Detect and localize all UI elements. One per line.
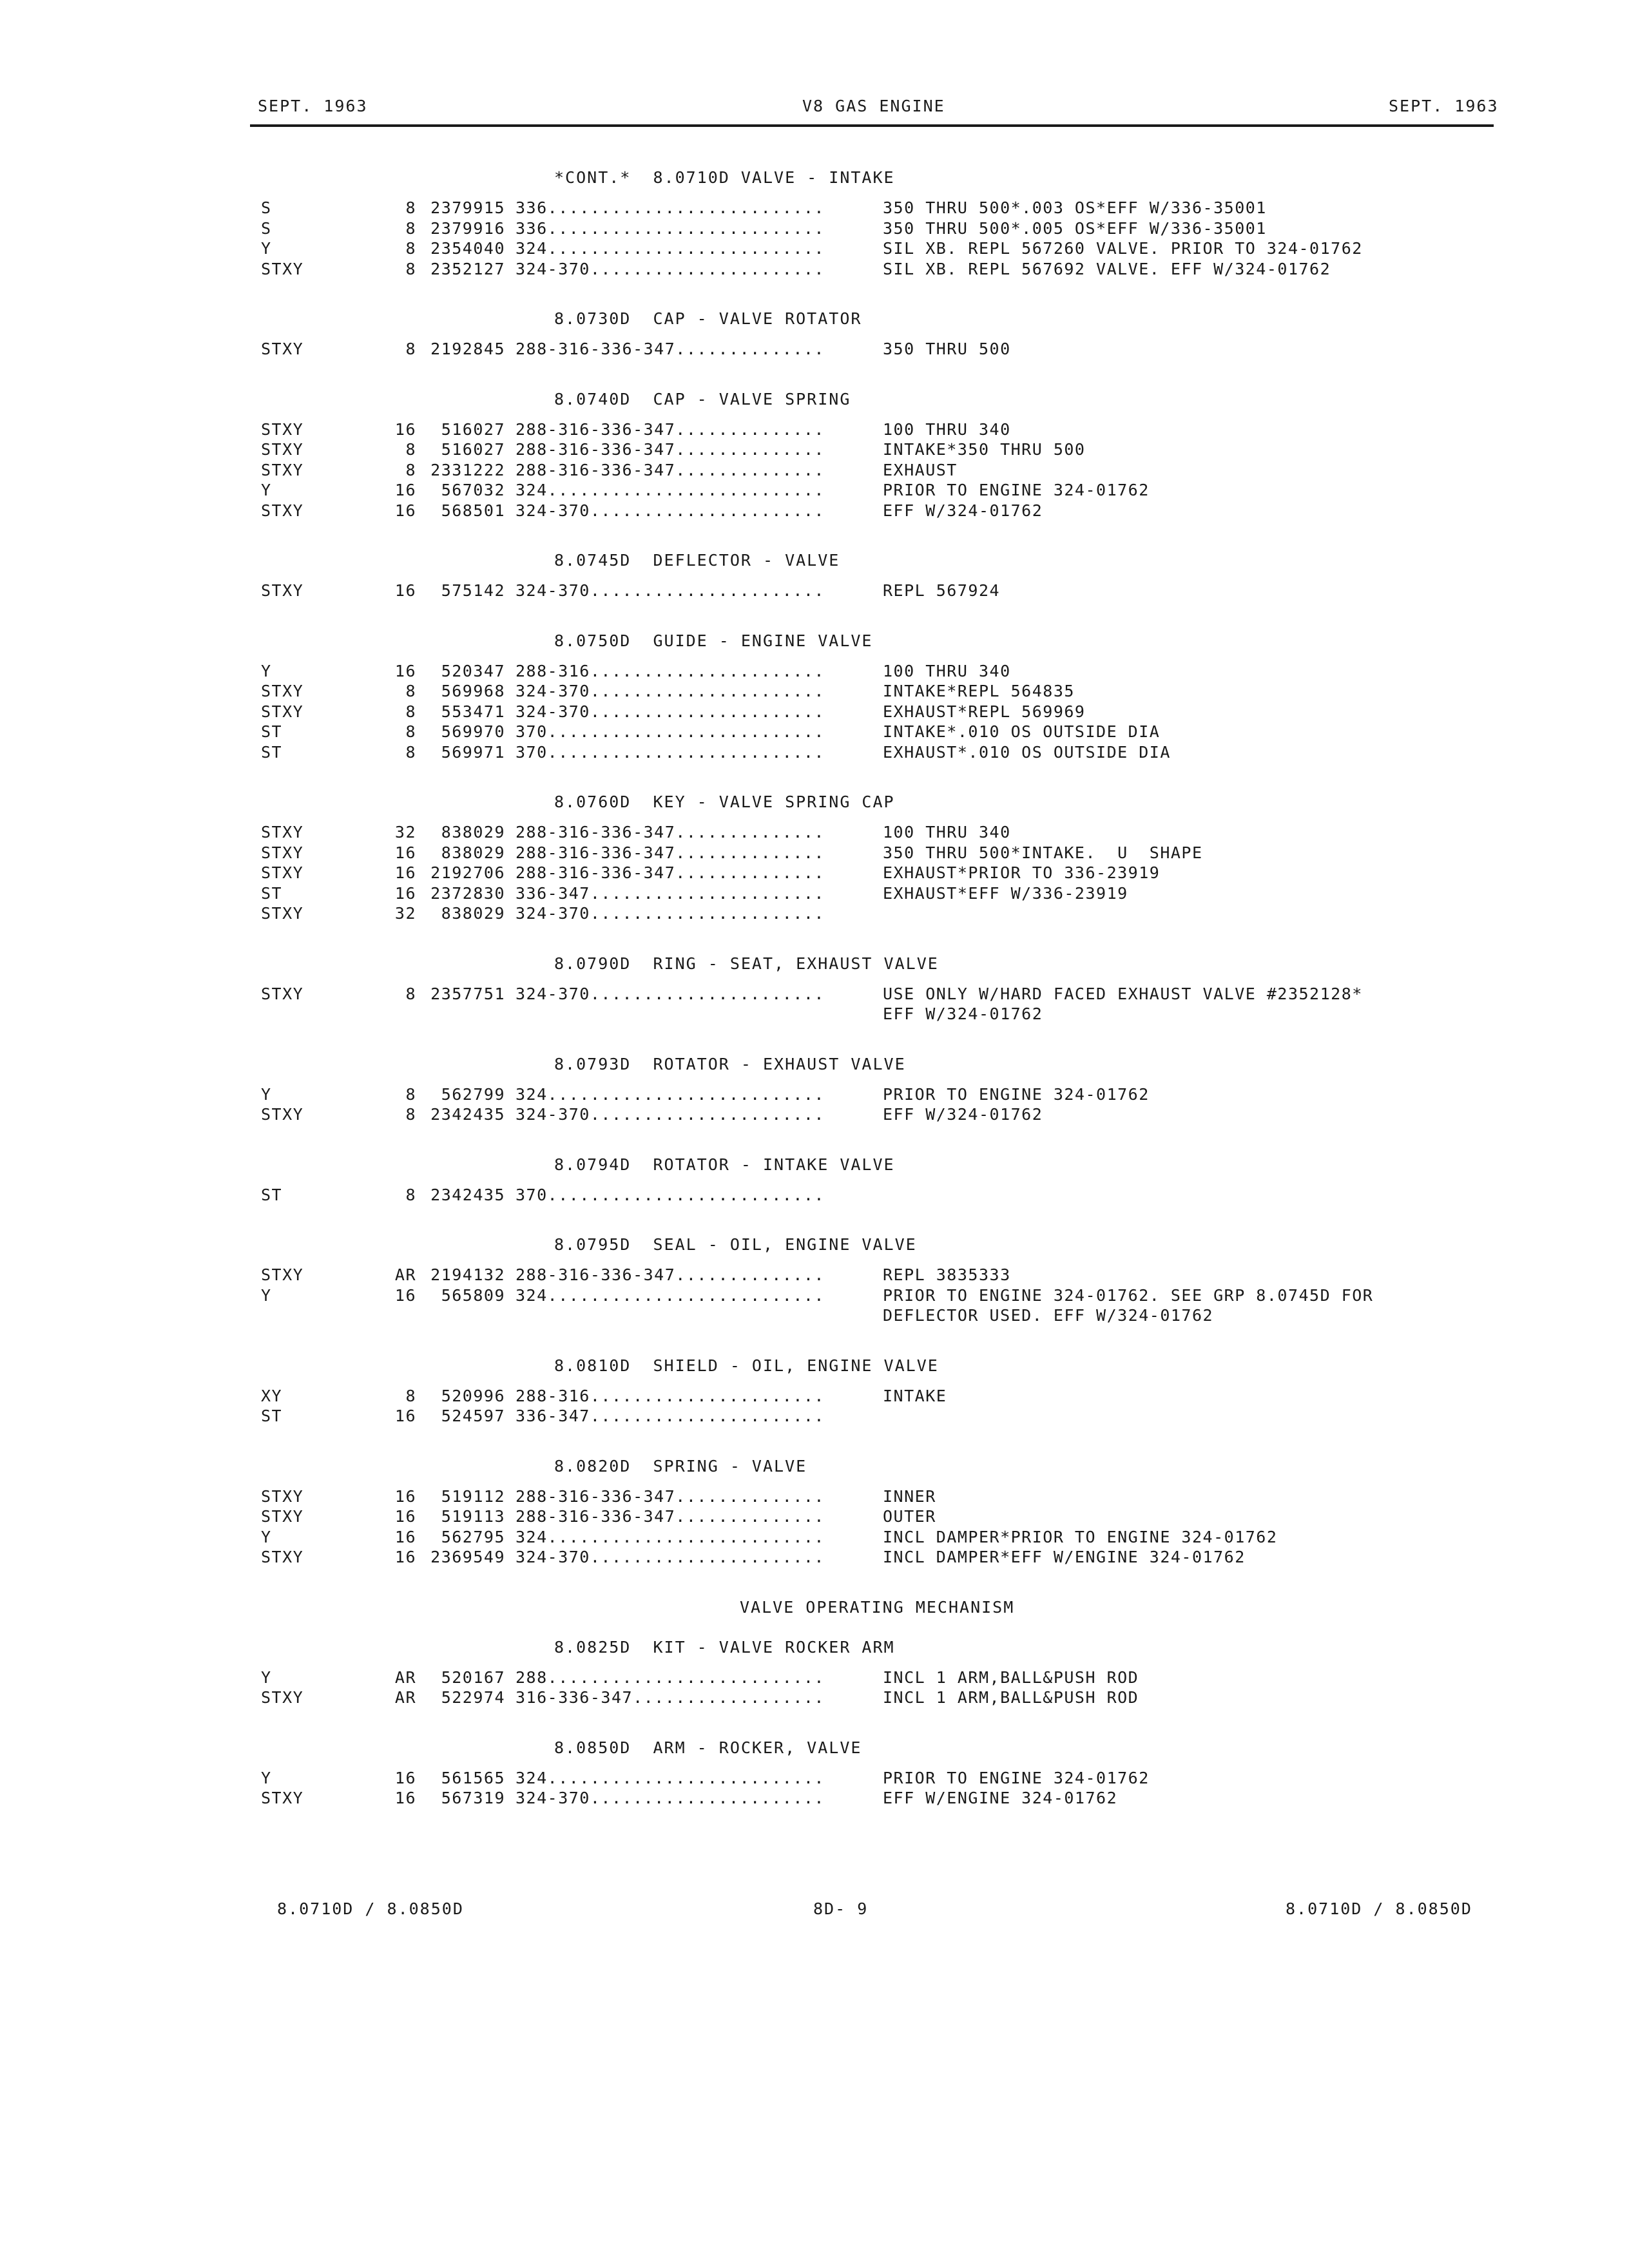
part-number: 524597 (441, 1407, 505, 1425)
model-code: ST (261, 1185, 283, 1204)
model-code: Y (261, 1527, 272, 1546)
part-row (0, 984, 1629, 1004)
part-number: 2369549 (430, 1548, 505, 1566)
quantity: 16 (394, 1789, 416, 1807)
model-code: Y (261, 1768, 272, 1787)
model-code: STXY (261, 419, 304, 439)
part-row (0, 863, 1629, 883)
quantity: 8 (405, 722, 416, 741)
part-row (0, 883, 1629, 904)
model-code: Y (261, 481, 272, 499)
quantity: 8 (405, 218, 416, 238)
part-row (0, 1667, 1629, 1688)
quantity: 8 (405, 682, 416, 700)
header-rule (250, 124, 1494, 127)
section-gap (0, 1427, 1629, 1446)
model-code: STXY (261, 682, 304, 700)
section-title: 8.0793D ROTATOR - EXHAUST VALVE (554, 1054, 906, 1073)
part-number: 2342435 (430, 1185, 505, 1204)
part-number: 568501 (441, 501, 505, 520)
model-code: STXY (261, 904, 304, 923)
remarks: SIL XB. REPL 567260 VALVE. PRIOR TO 324-01762 (883, 239, 1363, 258)
part-number: 516027 (441, 440, 505, 459)
part-number: 519113 (441, 1507, 505, 1526)
section-title: 8.0820D SPRING - VALVE (554, 1456, 807, 1475)
applicability: 288-316-336-347.............. (516, 863, 825, 882)
model-code: Y (261, 661, 272, 680)
section-title: 8.0740D CAP - VALVE SPRING (554, 389, 851, 408)
part-row (0, 1506, 1629, 1527)
part-number: 569971 (441, 742, 505, 762)
applicability: 324-370...................... (516, 682, 825, 700)
model-code: STXY (261, 501, 304, 520)
model-code: STXY (261, 863, 304, 882)
section-gap (0, 924, 1629, 944)
remarks: INCL 1 ARM,BALL&PUSH ROD (883, 1688, 1139, 1707)
remarks-continuation: EFF W/324-01762 (883, 1004, 1043, 1023)
part-number: 562795 (441, 1527, 505, 1546)
quantity: 16 (394, 1548, 416, 1566)
section-gap (0, 1809, 1629, 1829)
applicability: 324.......................... (516, 1527, 825, 1546)
applicability: 324-370...................... (516, 581, 825, 600)
part-number: 2192845 (430, 340, 505, 358)
applicability: 324.......................... (516, 1285, 825, 1305)
model-code: ST (261, 742, 283, 762)
model-code: STXY (261, 823, 304, 841)
part-number: 838029 (441, 843, 505, 862)
remarks: INTAKE (883, 1386, 947, 1405)
part-row (0, 1687, 1629, 1708)
applicability: 324.......................... (516, 481, 825, 499)
applicability: 324-370...................... (516, 904, 825, 923)
part-row (0, 339, 1629, 360)
quantity: 8 (405, 1185, 416, 1204)
remarks: INTAKE*REPL 564835 (883, 682, 1075, 700)
remarks: PRIOR TO ENGINE 324-01762. SEE GRP 8.0745D FOR (883, 1285, 1374, 1305)
part-row (0, 742, 1629, 763)
applicability: 324-370...................... (516, 1548, 825, 1566)
part-row (0, 460, 1629, 481)
section-gap (0, 1326, 1629, 1346)
model-code: Y (261, 1285, 272, 1305)
part-number: 2192706 (430, 863, 505, 882)
applicability: 370.......................... (516, 1185, 825, 1204)
quantity: 8 (405, 259, 416, 278)
remarks: INCL DAMPER*EFF W/ENGINE 324-01762 (883, 1548, 1246, 1566)
quantity: 8 (405, 239, 416, 258)
part-row (0, 822, 1629, 843)
quantity: 8 (405, 984, 416, 1003)
remarks: INCL 1 ARM,BALL&PUSH ROD (883, 1667, 1139, 1687)
section-gap (0, 1024, 1629, 1044)
part-number: 2331222 (430, 460, 505, 479)
remarks: PRIOR TO ENGINE 324-01762 (883, 481, 1150, 499)
section-gap (0, 601, 1629, 621)
part-number: 2379916 (430, 218, 505, 238)
remarks: EFF W/324-01762 (883, 501, 1043, 520)
footer-range-right: 8.0710D / 8.0850D (1286, 1899, 1472, 1918)
remarks: USE ONLY W/HARD FACED EXHAUST VALVE #2352128* (883, 984, 1363, 1003)
part-number: 569968 (441, 682, 505, 700)
applicability: 316-336-347.................. (516, 1688, 825, 1707)
model-code: S (261, 198, 272, 217)
part-number: 516027 (441, 419, 505, 439)
quantity: 16 (394, 1768, 416, 1787)
applicability: 324-370...................... (516, 702, 825, 721)
part-row (0, 1406, 1629, 1427)
part-row (0, 259, 1629, 280)
model-code: STXY (261, 460, 304, 479)
remarks: 100 THRU 340 (883, 661, 1011, 680)
quantity: 16 (394, 661, 416, 680)
applicability: 288-316-336-347.............. (516, 823, 825, 841)
applicability: 288-316-336-347.............. (516, 440, 825, 459)
quantity: 8 (405, 440, 416, 459)
part-row (0, 1527, 1629, 1548)
section-title: 8.0760D KEY - VALVE SPRING CAP (554, 793, 895, 811)
parts-list (0, 158, 1629, 1829)
quantity: AR (394, 1667, 416, 1687)
part-number: 2194132 (430, 1265, 505, 1284)
remarks: PRIOR TO ENGINE 324-01762 (883, 1768, 1150, 1787)
part-row (0, 1386, 1629, 1407)
part-row (0, 218, 1629, 239)
part-row (0, 1084, 1629, 1105)
remarks-continuation: DEFLECTOR USED. EFF W/324-01762 (883, 1306, 1214, 1325)
part-row (0, 439, 1629, 460)
part-number: 522974 (441, 1688, 505, 1707)
model-code: STXY (261, 702, 304, 721)
remarks: INNER (883, 1486, 936, 1506)
applicability: 370.......................... (516, 722, 825, 741)
applicability: 324-370...................... (516, 1105, 825, 1124)
section-title: 8.0795D SEAL - OIL, ENGINE VALVE (554, 1235, 917, 1254)
applicability: 288.......................... (516, 1667, 825, 1687)
part-row (0, 419, 1629, 440)
model-code: Y (261, 1667, 272, 1687)
section-gap (0, 1125, 1629, 1145)
applicability: 288-316-336-347.............. (516, 340, 825, 358)
part-row (0, 1285, 1629, 1306)
applicability: 324-370...................... (516, 1789, 825, 1807)
quantity: 8 (405, 1084, 416, 1104)
header-date-right: SEPT. 1963 (1389, 97, 1499, 115)
part-number: 561565 (441, 1768, 505, 1787)
part-row (0, 1185, 1629, 1206)
section-gap (0, 360, 1629, 380)
applicability: 288-316...................... (516, 1386, 825, 1405)
remarks: EFF W/ENGINE 324-01762 (883, 1789, 1118, 1807)
major-heading: VALVE OPERATING MECHANISM (740, 1597, 1015, 1617)
section-title: 8.0790D RING - SEAT, EXHAUST VALVE (554, 954, 939, 973)
remarks: EXHAUST*EFF W/336-23919 (883, 883, 1128, 903)
part-row (0, 501, 1629, 521)
section-title: 8.0850D ARM - ROCKER, VALVE (554, 1738, 862, 1757)
model-code: ST (261, 883, 283, 903)
section-gap (0, 521, 1629, 541)
part-number: 2354040 (430, 239, 505, 258)
part-number: 575142 (441, 581, 505, 600)
model-code: STXY (261, 984, 304, 1003)
quantity: 8 (405, 340, 416, 358)
part-number: 519112 (441, 1486, 505, 1506)
header-date-left: SEPT. 1963 (258, 97, 368, 115)
section-title: 8.0730D CAP - VALVE ROTATOR (554, 309, 862, 328)
section-title: 8.0825D KIT - VALVE ROCKER ARM (554, 1637, 895, 1657)
part-number: 553471 (441, 702, 505, 721)
remarks: 350 THRU 500*.005 OS*EFF W/336-35001 (883, 218, 1267, 238)
section-title: 8.0745D DEFLECTOR - VALVE (554, 551, 840, 570)
quantity: AR (394, 1688, 416, 1707)
quantity: 8 (405, 198, 416, 217)
quantity: 16 (394, 863, 416, 882)
part-number: 838029 (441, 823, 505, 841)
part-number: 2342435 (430, 1105, 505, 1124)
model-code: S (261, 218, 272, 238)
applicability: 336-347...................... (516, 1407, 825, 1425)
model-code: STXY (261, 1688, 304, 1707)
section-title: 8.0810D SHIELD - OIL, ENGINE VALVE (554, 1356, 939, 1375)
model-code: ST (261, 722, 283, 741)
part-number: 520167 (441, 1667, 505, 1687)
applicability: 336.......................... (516, 198, 825, 217)
quantity: 8 (405, 460, 416, 479)
part-row (0, 1104, 1629, 1125)
applicability: 288-316-336-347.............. (516, 1507, 825, 1526)
quantity: 16 (394, 419, 416, 439)
remarks: EXHAUST*.010 OS OUTSIDE DIA (883, 742, 1171, 762)
part-number: 569970 (441, 722, 505, 741)
section-title: *CONT.* 8.0710D VALVE - INTAKE (554, 168, 895, 187)
part-number: 562799 (441, 1084, 505, 1104)
quantity: 32 (394, 904, 416, 923)
applicability: 336-347...................... (516, 883, 825, 903)
model-code: STXY (261, 843, 304, 862)
section-gap (0, 1708, 1629, 1728)
remarks: PRIOR TO ENGINE 324-01762 (883, 1084, 1150, 1104)
remarks: EXHAUST (883, 460, 958, 479)
part-row (0, 1547, 1629, 1568)
quantity: 16 (394, 1527, 416, 1546)
remarks: 350 THRU 500 (883, 340, 1011, 358)
remarks: INTAKE*350 THRU 500 (883, 440, 1086, 459)
remarks: INTAKE*.010 OS OUTSIDE DIA (883, 722, 1161, 741)
part-row (0, 661, 1629, 682)
model-code: Y (261, 239, 272, 258)
part-row (0, 903, 1629, 924)
applicability: 324-370...................... (516, 259, 825, 278)
quantity: 8 (405, 1386, 416, 1405)
quantity: AR (394, 1265, 416, 1284)
model-code: STXY (261, 1548, 304, 1566)
model-code: STXY (261, 340, 304, 358)
part-row (0, 1265, 1629, 1285)
part-row (0, 238, 1629, 259)
remarks: EXHAUST*REPL 569969 (883, 702, 1086, 721)
quantity: 8 (405, 742, 416, 762)
quantity: 16 (394, 843, 416, 862)
section-gap (0, 279, 1629, 299)
applicability: 324-370...................... (516, 984, 825, 1003)
quantity: 32 (394, 823, 416, 841)
part-number: 838029 (441, 904, 505, 923)
remarks: 350 THRU 500*.003 OS*EFF W/336-35001 (883, 198, 1267, 217)
remarks: OUTER (883, 1507, 936, 1526)
model-code: STXY (261, 1105, 304, 1124)
footer-page-number: 8D- 9 (813, 1899, 869, 1918)
part-row (0, 1486, 1629, 1507)
part-number: 2372830 (430, 883, 505, 903)
remarks: 100 THRU 340 (883, 823, 1011, 841)
model-code: STXY (261, 1507, 304, 1526)
remarks: 350 THRU 500*INTAKE. U SHAPE (883, 843, 1203, 862)
quantity: 16 (394, 1285, 416, 1305)
model-code: STXY (261, 259, 304, 278)
applicability: 324.......................... (516, 1768, 825, 1787)
applicability: 324.......................... (516, 239, 825, 258)
part-number: 520996 (441, 1386, 505, 1405)
part-number: 2379915 (430, 198, 505, 217)
quantity: 16 (394, 581, 416, 600)
quantity: 8 (405, 1105, 416, 1124)
section-gap (0, 762, 1629, 782)
remarks: REPL 3835333 (883, 1265, 1011, 1284)
part-row (0, 480, 1629, 501)
part-number: 567032 (441, 481, 505, 499)
part-number: 520347 (441, 661, 505, 680)
part-number: 567319 (441, 1789, 505, 1807)
applicability: 324.......................... (516, 1084, 825, 1104)
applicability: 288-316-336-347.............. (516, 1265, 825, 1284)
part-row (0, 1788, 1629, 1809)
section-title: 8.0794D ROTATOR - INTAKE VALVE (554, 1155, 895, 1174)
applicability: 288-316-336-347.............. (516, 1486, 825, 1506)
part-row (0, 1768, 1629, 1789)
part-number: 2357751 (430, 984, 505, 1003)
remarks: EFF W/324-01762 (883, 1105, 1043, 1124)
part-row (0, 702, 1629, 722)
applicability: 288-316-336-347.............. (516, 460, 825, 479)
quantity: 16 (394, 1486, 416, 1506)
quantity: 8 (405, 702, 416, 721)
part-number: 2352127 (430, 259, 505, 278)
model-code: STXY (261, 581, 304, 600)
remarks: SIL XB. REPL 567692 VALVE. EFF W/324-01762 (883, 259, 1331, 278)
part-number: 565809 (441, 1285, 505, 1305)
footer-range-left: 8.0710D / 8.0850D (277, 1899, 464, 1918)
model-code: STXY (261, 1486, 304, 1506)
part-row (0, 581, 1629, 601)
section-gap (0, 1205, 1629, 1225)
remarks: REPL 567924 (883, 581, 1001, 600)
model-code: STXY (261, 1265, 304, 1284)
quantity: 16 (394, 883, 416, 903)
quantity: 16 (394, 501, 416, 520)
quantity: 16 (394, 1407, 416, 1425)
model-code: STXY (261, 440, 304, 459)
model-code: ST (261, 1407, 283, 1425)
part-row (0, 681, 1629, 702)
quantity: 16 (394, 1507, 416, 1526)
quantity: 16 (394, 481, 416, 499)
remarks: 100 THRU 340 (883, 419, 1011, 439)
part-row (0, 198, 1629, 218)
model-code: XY (261, 1386, 283, 1405)
model-code: Y (261, 1084, 272, 1104)
remarks: EXHAUST*PRIOR TO 336-23919 (883, 863, 1161, 882)
section-gap (0, 1568, 1629, 1588)
applicability: 336.......................... (516, 218, 825, 238)
applicability: 370.......................... (516, 742, 825, 762)
remarks: INCL DAMPER*PRIOR TO ENGINE 324-01762 (883, 1527, 1278, 1546)
applicability: 324-370...................... (516, 501, 825, 520)
section-title: 8.0750D GUIDE - ENGINE VALVE (554, 631, 873, 650)
model-code: STXY (261, 1789, 304, 1807)
applicability: 288-316-336-347.............. (516, 843, 825, 862)
applicability: 288-316-336-347.............. (516, 419, 825, 439)
applicability: 288-316...................... (516, 661, 825, 680)
part-row (0, 722, 1629, 742)
part-row (0, 843, 1629, 863)
header-title: V8 GAS ENGINE (802, 97, 945, 115)
